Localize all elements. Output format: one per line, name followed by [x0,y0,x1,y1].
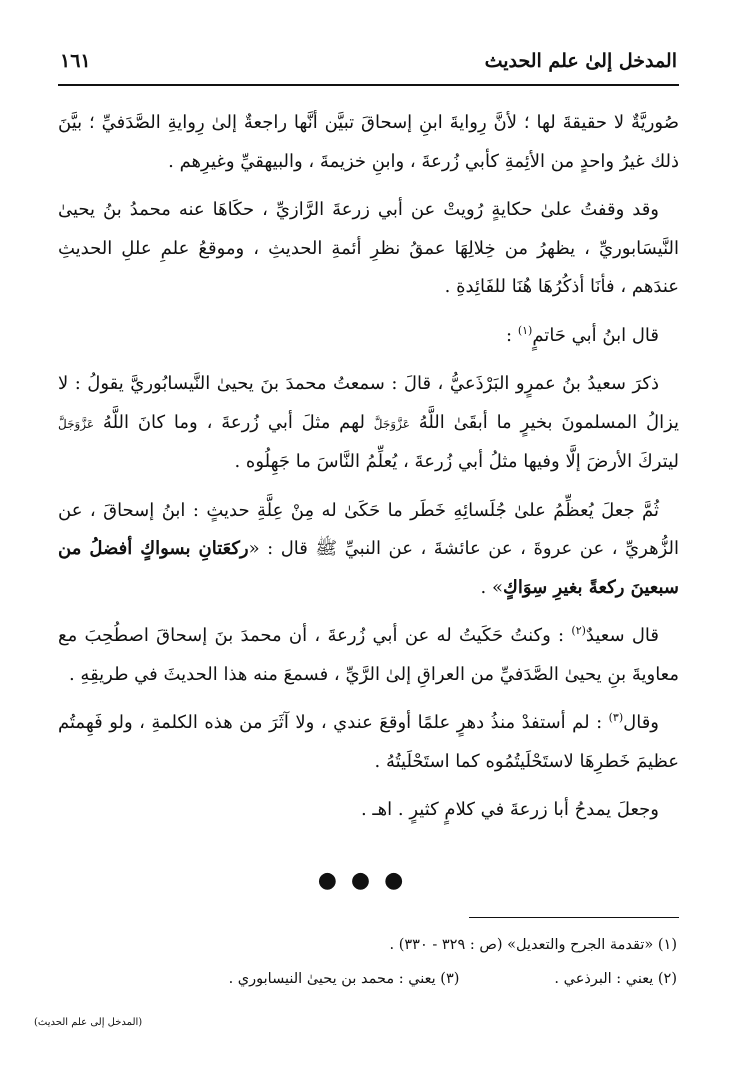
hadith-text: ركعَتانِ بسواكٍ أفضلُ من سبعينَ ركعةً بغيرِ سِوَاكٍ [58,538,679,598]
paragraph-3: قال ابنُ أبي حَاتمٍ$^{(١)}$ : [506,323,659,346]
paragraph-5: ثُمَّ جعلَ يُعظِّمُ علىٰ جُلَسائِهِ خَطَر ما حَكَىٰ له مِنْ عِلَّةِ حديثٍ : ابنُ إسحاقَ ، عن الزُّهريِّ ، عن عروةَ ، عن عائشةَ ، عن النبيِّ ﷺ قال : «ركعَتانِ بسواكٍ أفضلُ من سبعينَ ركعةً بغيرِ سِوَاكٍ» . [58,499,679,598]
footnote-ref-3: (٣) [608,711,624,724]
page-number: ١٦١ [60,50,91,72]
footnote-ref-1: (١) [517,323,533,337]
paragraph-8: وجعلَ يمدحُ أبا زرعةَ في كلامٍ كثيرٍ . اهـ . [360,799,659,820]
footnote-ref-2: (٢) [571,624,586,637]
honorific-2: عَزَّوَجَلَّ [58,416,95,431]
footnotes [58,928,677,996]
header-rule [58,84,679,86]
paragraph-1: صُوريَّةٌ لا حقيقةَ لها ؛ لأنَّ رِوايةَ ابنِ إسحاقَ تبيَّن أنَّها راجعةٌ إلىٰ رِوايةِ الصَّدَفيِّ ؛ بيَّنَ ذلك غيرُ واحدٍ من الأئِمةِ كأبي زُرعةَ ، وابنِ خزيمةَ ، والبيهقيِّ وغيرِهم . [58,112,679,172]
running-header [60,50,677,84]
footnote-row-2 [58,962,677,996]
salutation-glyph: ﷺ [315,538,338,559]
footnote-2: (٢) يعني : البرذعي . [554,971,677,987]
paragraph-7: وقال$^{(٣)}$ : لم أستفدْ منذُ دهرٍ علمًا أوقعَ عندي ، ولا آثَرَ من هذه الكلمةِ ، ولو فَهِمتُم عظيمَ خَطرِهَا لاستَحْلَيتُمُوه كما استَحْلَيتُهُ . [58,711,679,772]
book-footer: (المدخل إلى علم الحديث) [34,1017,143,1028]
running-title: المدخل إلىٰ علم الحديث [484,50,677,72]
footnote-3: (٣) يعني : محمد بن يحيىٰ النيسابوري . [228,971,460,987]
footnote-1: (١) «تقدمة الجرح والتعديل» (ص : ٣٢٩ - ٣٣٠) . [389,937,677,953]
section-separator: ●●● [317,868,418,893]
paragraph-6: قال سعيدٌ$^{(٢)}$ : وكنتُ حَكَيتُ له عن أبي زُرعةَ ، أن محمدَ بنَ إسحاقَ اصطُحِبَ مع معاويةَ بنِ يحيىٰ الصَّدَفيِّ من العراقِ إلىٰ الرَّيِّ ، فسمعَ منه هذا الحديثَ في طريقِهِ . [58,624,679,685]
paragraph-4: ذكرَ سعيدُ بنُ عمرٍو البَرْذَعيُّ ، قالَ : سمعتُ محمدَ بنَ يحيىٰ النَّيسابُوريَّ يقولُ : لا يزالُ المسلمونَ بخيرٍ ما أبقَىٰ اللَّهُ عَزَّوَجَلَّ لهم مثلَ أبي زُرعةَ ، وما كانَ اللَّهُ عَزَّوَجَلَّ ليتركَ الأرضَ إلَّا وفيها مثلُ أبي زُرعةَ ، يُعلِّمُ النَّاسَ ما جَهِلُوه . [58,373,680,472]
paragraph-2: وقد وقفتُ علىٰ حكايةٍ رُويتْ عن أبي زرعةَ الرَّازيِّ ، حكَاهَا عنه محمدُ بنُ يحيىٰ النَّيسَابوريِّ ، يظهرُ من خِلالِهَا عمقُ نظرِ أئمةِ الحديثِ ، وموقعُ علمِ عللِ الحديثِ عندَهم ، فأنَا أذكُرُهَا هُنَا للفَائِدةِ . [58,199,679,297]
honorific-1: عَزَّوَجَلَّ [373,416,410,431]
footnote-rule [469,917,679,918]
body-text [58,104,679,840]
